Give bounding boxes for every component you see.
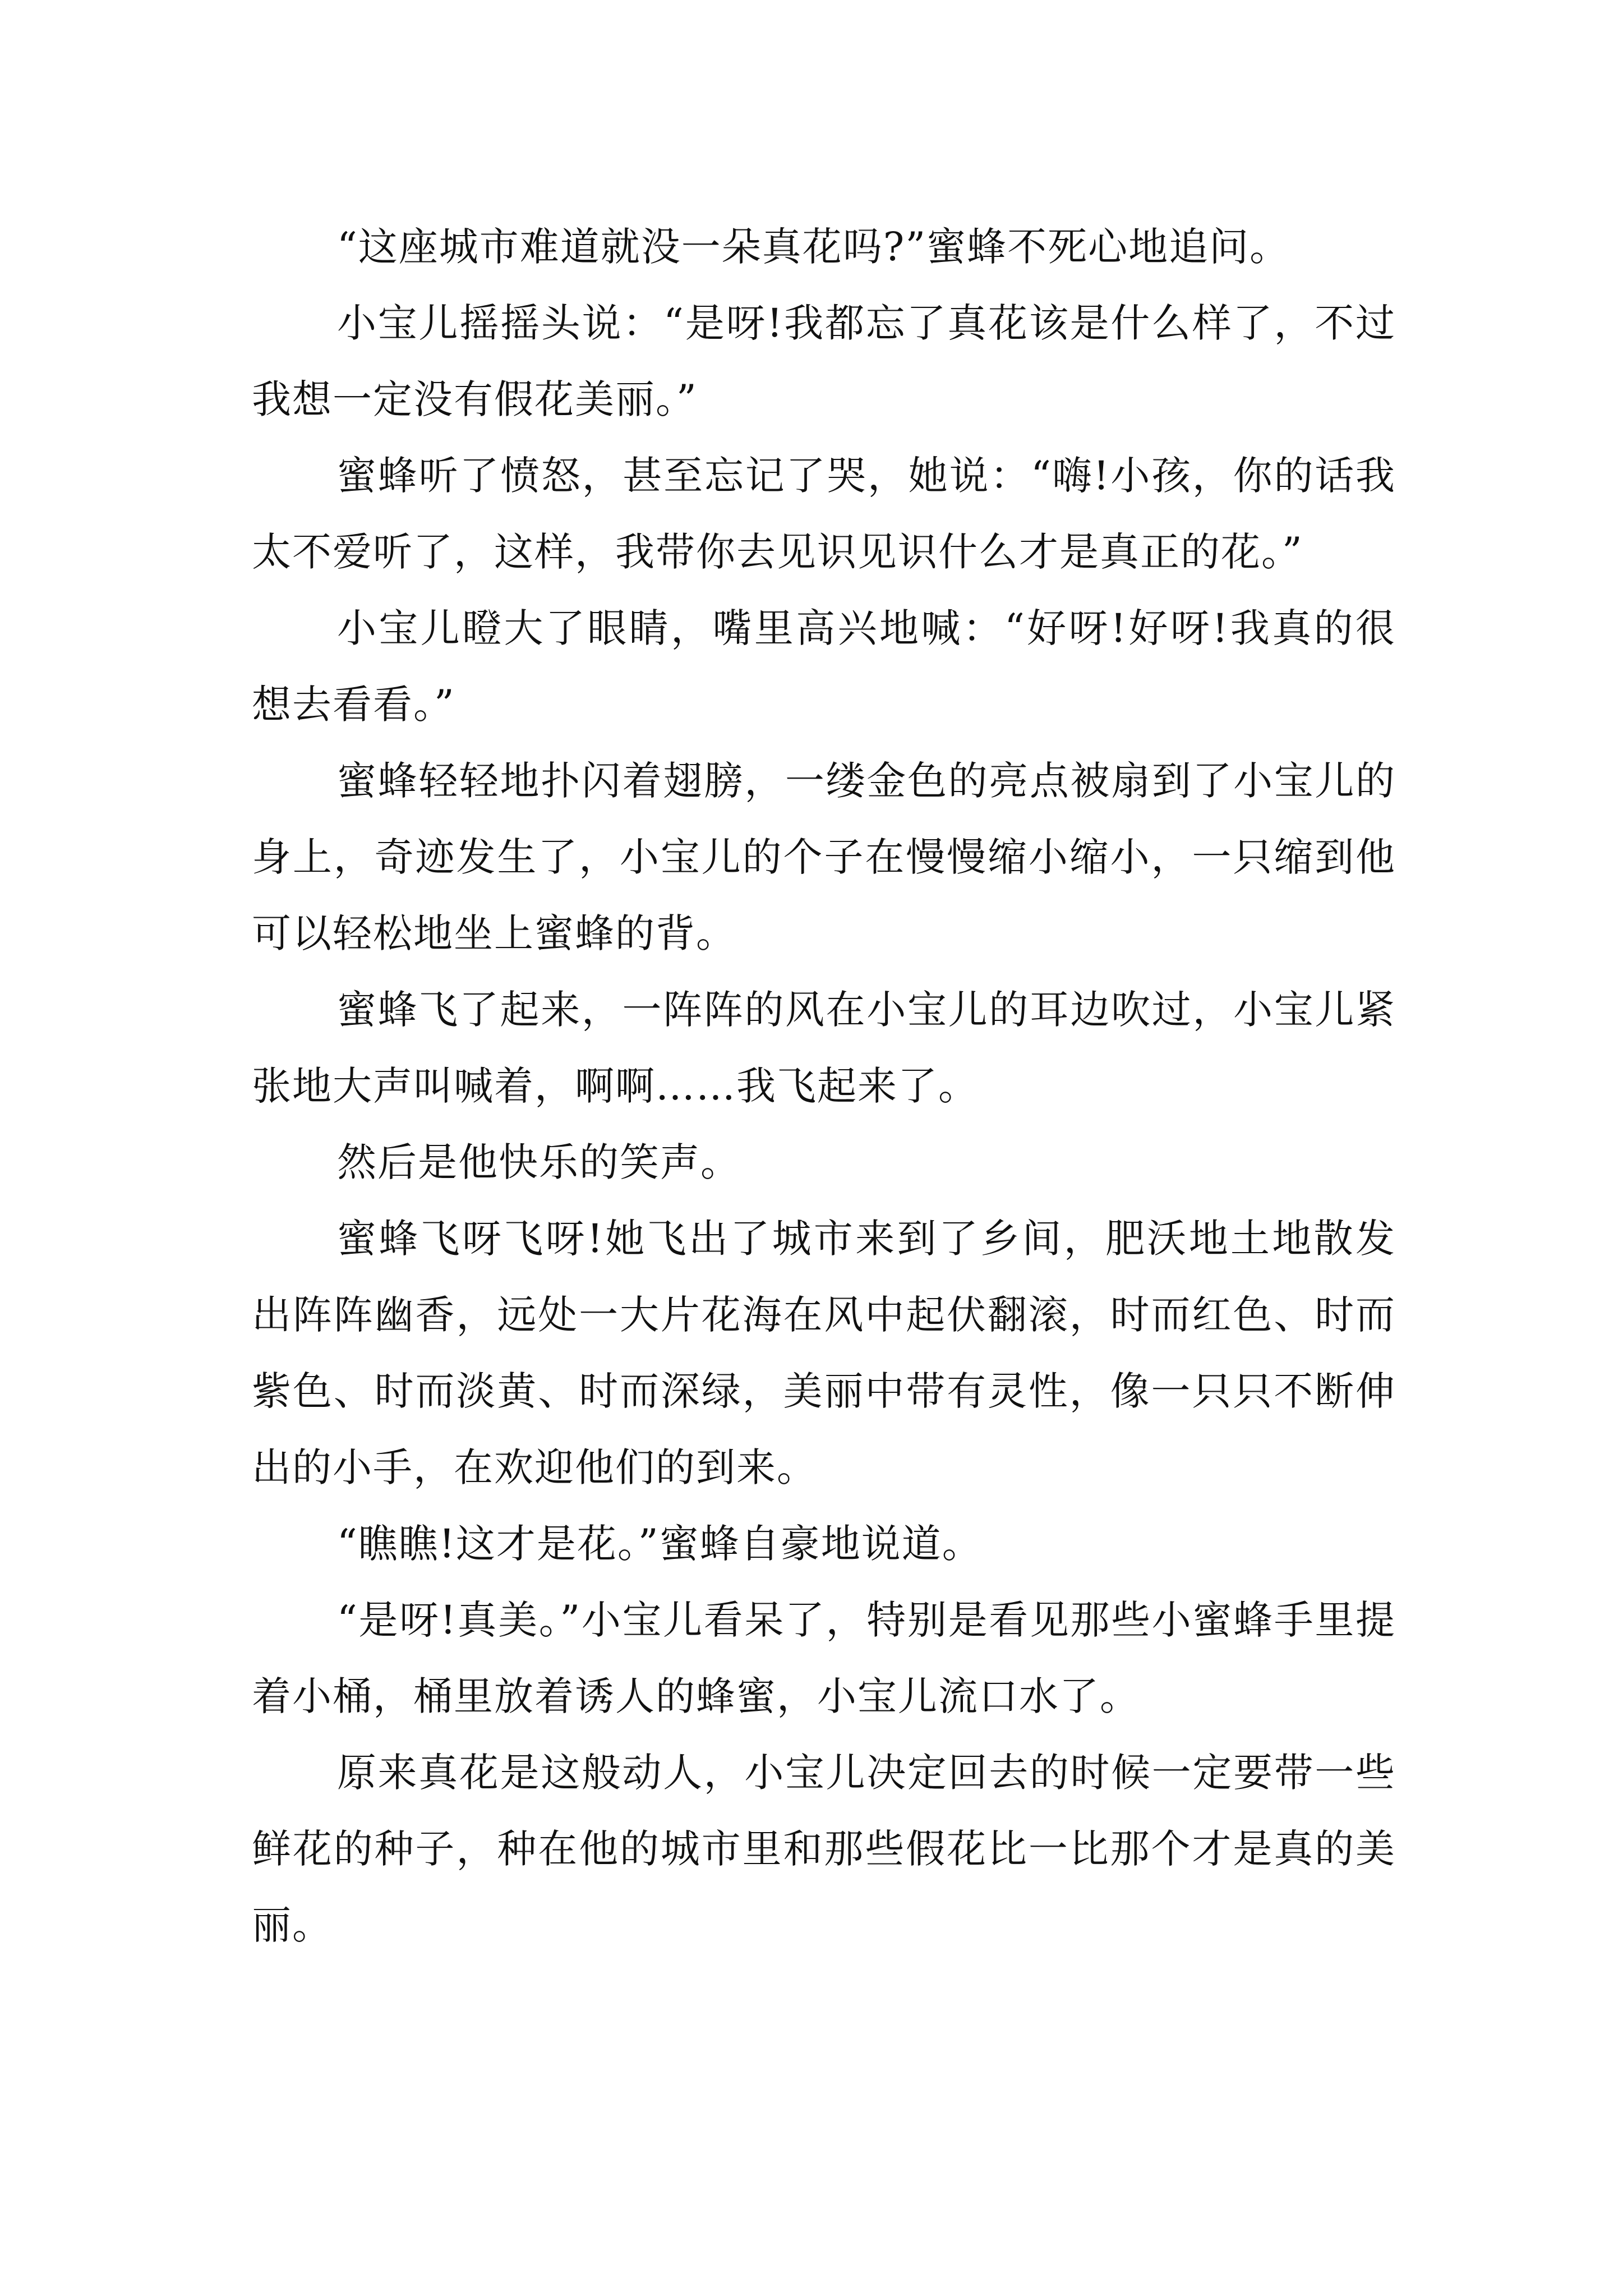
paragraph: 原来真花是这般动人，小宝儿决定回去的时候一定要带一些鲜花的种子，种在他的城市里和那些假花比一比那个才是真的美丽。 xyxy=(252,1750,1396,1948)
paragraph: “是呀!真美。”小宝儿看呆了，特别是看见那些小蜜蜂手里提着小桶，桶里放着诱人的蜂蜜，小宝儿流口水了。 xyxy=(252,1597,1396,1719)
document-body xyxy=(252,209,1396,1963)
paragraph: “这座城市难道就没一朵真花吗?”蜜蜂不死心地追问。 xyxy=(337,224,1290,270)
paragraph: “瞧瞧!这才是花。”蜜蜂自豪地说道。 xyxy=(337,1521,983,1567)
paragraph: 蜜蜂听了愤怒，甚至忘记了哭，她说：“嗨!小孩，你的话我太不爱听了，这样，我带你去见识见识什么才是真正的花。” xyxy=(252,453,1396,575)
paragraph: 小宝儿瞪大了眼睛，嘴里高兴地喊：“好呀!好呀!我真的很想去看看。” xyxy=(252,605,1396,728)
paragraph: 蜜蜂飞呀飞呀!她飞出了城市来到了乡间，肥沃地土地散发出阵阵幽香，远处一大片花海在风中起伏翻滚，时而红色、时而紫色、时而淡黄、时而深绿，美丽中带有灵性，像一只只不断伸出的小手，在欢迎他们的到来。 xyxy=(252,1216,1396,1490)
paragraph: 蜜蜂轻轻地扑闪着翅膀，一缕金色的亮点被扇到了小宝儿的身上，奇迹发生了，小宝儿的个子在慢慢缩小缩小，一只缩到他可以轻松地坐上蜜蜂的背。 xyxy=(252,758,1396,956)
paragraph: 小宝儿摇摇头说：“是呀!我都忘了真花该是什么样了，不过我想一定没有假花美丽。” xyxy=(252,300,1396,422)
paragraph: 蜜蜂飞了起来，一阵阵的风在小宝儿的耳边吹过，小宝儿紧张地大声叫喊着，啊啊……我飞起来了。 xyxy=(252,987,1396,1109)
paragraph: 然后是他快乐的笑声。 xyxy=(337,1139,741,1185)
